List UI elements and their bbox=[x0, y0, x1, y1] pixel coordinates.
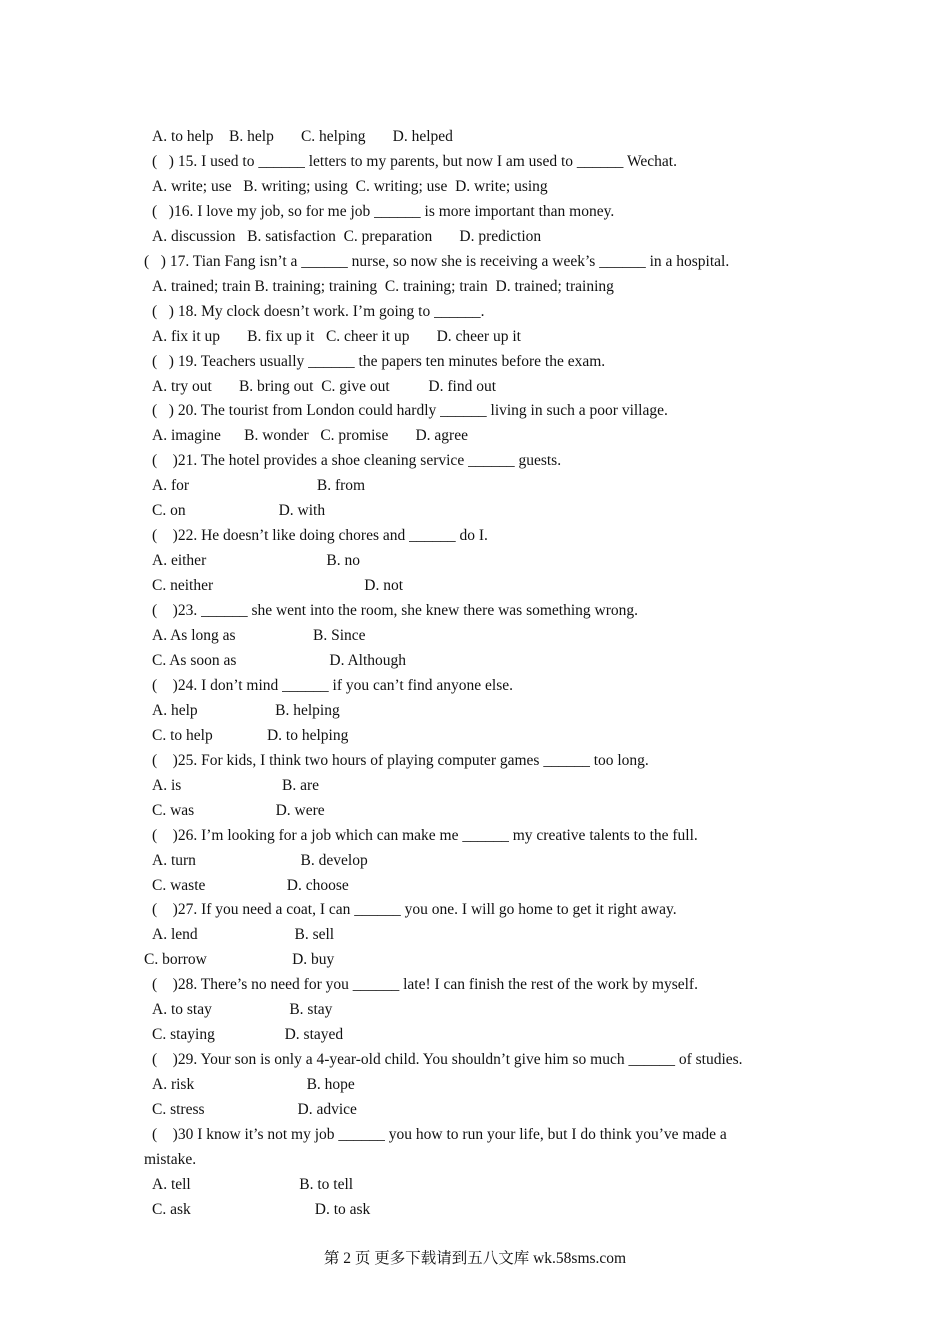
question-line: ( ) 20. The tourist from London could hardly ______ living in such a poor village. bbox=[152, 402, 668, 419]
text-line: A. lend B. sell bbox=[152, 926, 335, 943]
page-footer: 第 2 页 更多下载请到五八文库 wk.58sms.com bbox=[323, 1250, 627, 1267]
question-line: ( )25. For kids, I think two hours of playing computer games ______ too long. bbox=[152, 752, 649, 769]
text-line: A. risk B. hope bbox=[152, 1076, 355, 1093]
text-line: mistake. bbox=[144, 1151, 197, 1168]
text-line: A. try out B. bring out C. give out D. find out bbox=[152, 378, 497, 395]
text-line: A. imagine B. wonder C. promise D. agree bbox=[152, 427, 468, 444]
question-line: ( )21. The hotel provides a shoe cleaning service ______ guests. bbox=[152, 452, 562, 469]
text-line: C. waste D. choose bbox=[152, 877, 349, 894]
text-line: A. for B. from bbox=[152, 477, 366, 494]
text-line: C. ask D. to ask bbox=[152, 1201, 371, 1218]
text-line: C. to help D. to helping bbox=[152, 727, 349, 744]
text-line: C. on D. with bbox=[152, 502, 326, 519]
text-line: C. staying D. stayed bbox=[152, 1026, 344, 1043]
text-line: C. was D. were bbox=[152, 802, 325, 819]
text-line: A. discussion B. satisfaction C. preparation D. prediction bbox=[152, 228, 542, 245]
text-line: A. fix it up B. fix up it C. cheer it up D. cheer up it bbox=[152, 328, 521, 345]
text-line: A. write; use B. writing; using C. writing; use D. write; using bbox=[152, 178, 548, 195]
text-line: A. turn B. develop bbox=[152, 852, 368, 869]
question-line: ( )30 I know it’s not my job ______ you how to run your life, but I do think you’ve made a bbox=[152, 1126, 727, 1143]
question-line: ( ) 18. My clock doesn’t work. I’m going to ______. bbox=[152, 303, 485, 320]
text-line: A. either B. no bbox=[152, 552, 360, 569]
question-line: ( )27. If you need a coat, I can ______ you one. I will go home to get it right away. bbox=[152, 901, 677, 918]
question-line: ( )28. There’s no need for you ______ late! I can finish the rest of the work by myself. bbox=[152, 976, 698, 993]
question-line: ( )29. Your son is only a 4-year-old child. You shouldn’t give him so much ______ of studies. bbox=[152, 1051, 743, 1068]
question-line: ( )24. I don’t mind ______ if you can’t find anyone else. bbox=[152, 677, 514, 694]
text-line: A. to help B. help C. helping D. helped bbox=[152, 128, 453, 145]
question-line: ( )23. ______ she went into the room, she knew there was something wrong. bbox=[152, 602, 639, 619]
text-line: A. As long as B. Since bbox=[152, 627, 366, 644]
text-line: A. is B. are bbox=[152, 777, 320, 794]
text-line: C. stress D. advice bbox=[152, 1101, 357, 1118]
text-line: A. tell B. to tell bbox=[152, 1176, 354, 1193]
text-line: C. neither D. not bbox=[152, 577, 403, 594]
text-line: A. trained; train B. training; training C. training; train D. trained; training bbox=[152, 278, 614, 295]
question-line: ( )26. I’m looking for a job which can make me ______ my creative talents to the full. bbox=[152, 827, 698, 844]
text-line: C. borrow D. buy bbox=[144, 951, 335, 968]
text-line: A. to stay B. stay bbox=[152, 1001, 333, 1018]
question-line: ( ) 17. Tian Fang isn’t a ______ nurse, so now she is receiving a week’s ______ in a hospital. bbox=[144, 253, 730, 270]
question-line: ( )16. I love my job, so for me job ______ is more important than money. bbox=[152, 203, 615, 220]
question-line: ( )22. He doesn’t like doing chores and ______ do I. bbox=[152, 527, 488, 544]
question-line: ( ) 15. I used to ______ letters to my parents, but now I am used to ______ Wechat. bbox=[152, 153, 677, 170]
text-line: A. help B. helping bbox=[152, 702, 340, 719]
text-line: C. As soon as D. Although bbox=[152, 652, 407, 669]
question-line: ( ) 19. Teachers usually ______ the papers ten minutes before the exam. bbox=[152, 353, 606, 370]
